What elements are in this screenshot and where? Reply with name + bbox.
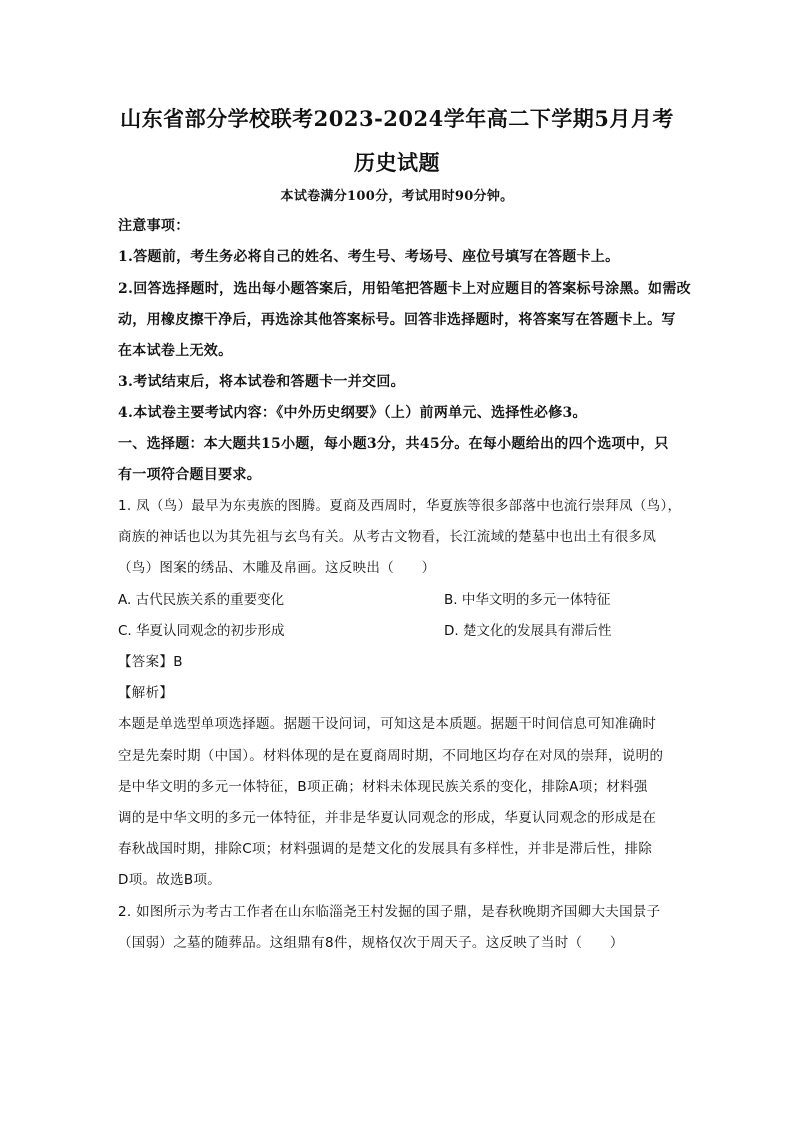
q1-stem-line-3: （鸟）图案的绣品、木雕及帛画。这反映出（ ）: [118, 560, 436, 576]
note-2-line-1: 2.回答选择题时，选出每小题答案后，用铅笔把答题卡上对应题目的答案标号涂黑。如需改: [118, 281, 691, 297]
note-4: 4.本试卷主要考试内容：《中外历史纲要》（上）前两单元、选择性必修3。: [118, 405, 587, 421]
section-heading-line-2: 有一项符合题目要求。: [118, 467, 261, 483]
q1-analysis-line-6: D项。故选B项。: [118, 872, 222, 888]
q1-analysis-line-4: 调的是中华文明的多元一体特征，并非是华夏认同观念的形成，华夏认同观念的形成是在: [118, 810, 657, 826]
page-title: 山东省部分学校联考2023-2024学年高二下学期5月月考: [120, 106, 674, 131]
notes-heading: 注意事项：: [118, 218, 190, 234]
q1-analysis-line-2: 空是先秦时期（中国）。材料体现的是在夏商周时期，不同地区均存在对凤的崇拜，说明的: [118, 748, 664, 764]
note-2-line-2: 动，用橡皮擦干净后，再选涂其他答案标号。回答非选择题时，将答案写在答题卡上。写: [118, 312, 676, 328]
q1-option-d: D. 楚文化的发展具有滞后性: [444, 623, 612, 639]
page-subtitle: 历史试题: [354, 150, 440, 175]
q2-stem-line-2: （国弱）之墓的随葬品。这组鼎有8件，规格仅次于周天子。这反映了当时（ ）: [118, 935, 624, 951]
q1-option-a: A. 古代民族关系的重要变化: [118, 592, 285, 608]
q1-option-b: B. 中华文明的多元一体特征: [444, 592, 611, 608]
q1-analysis-line-1: 本题是单选型单项选择题。据题干设问词，可知这是本质题。据题干时间信息可知准确时: [118, 716, 657, 732]
q1-stem-line-2: 商族的神话也以为其先祖与玄鸟有关。从考古文物看，长江流域的楚墓中也出土有很多凤: [118, 529, 657, 545]
q1-analysis-label: 【解析】: [118, 685, 174, 701]
section-heading-line-1: 一、选择题：本大题共15小题，每小题3分，共45分。在每小题给出的四个选项中，只: [118, 436, 669, 452]
note-2-line-3: 在本试卷上无效。: [118, 343, 233, 359]
q1-analysis-line-5: 春秋战国时期，排除C项；材料强调的是楚文化的发展具有多样性，并非是滞后性，排除: [118, 841, 653, 857]
q1-stem-line-1: 1. 凤（鸟）最早为东夷族的图腾。夏商及西周时，华夏族等很多部落中也流行崇拜凤（鸟），: [118, 498, 682, 514]
note-3: 3.考试结束后，将本试卷和答题卡一并交回。: [118, 374, 405, 390]
note-1: 1.答题前，考生务必将自己的姓名、考生号、考场号、座位号填写在答题卡上。: [118, 249, 620, 265]
q1-answer: 【答案】B: [118, 654, 183, 670]
exam-info: 本试卷满分100分，考试用时90分钟。: [280, 189, 514, 204]
q1-analysis-line-3: 是中华文明的多元一体特征，B项正确；材料未体现民族关系的变化，排除A项；材料强: [118, 779, 648, 795]
q1-option-c: C. 华夏认同观念的初步形成: [118, 623, 285, 639]
q2-stem-line-1: 2. 如图所示为考古工作者在山东临淄尧王村发掘的国子鼎，是春秋晚期齐国卿大夫国景子: [118, 904, 661, 920]
